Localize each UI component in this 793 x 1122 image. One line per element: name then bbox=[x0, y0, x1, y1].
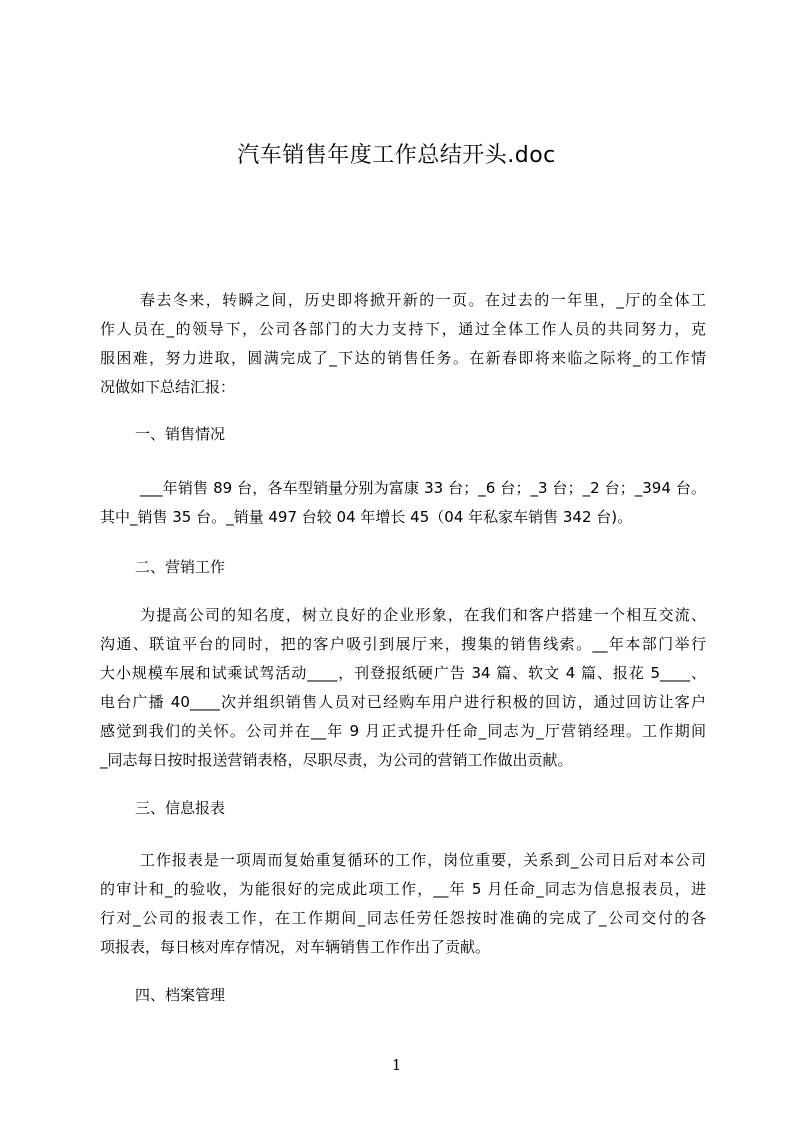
intro-line-1: 春去冬来，转瞬之间，历史即将掀开新的一页。在过去的一年里，_厅的全体工 bbox=[140, 291, 706, 309]
page-number: 1 bbox=[391, 1056, 402, 1074]
reports-line-4: 项报表，每日核对库存情况，对车辆销售工作作出了贡献。 bbox=[100, 938, 491, 956]
reports-paragraph bbox=[100, 846, 706, 962]
marketing-line-3: 大小规模车展和试乘试驾活动____，刊登报纸硬广告 34 篇、软文 4 篇、报花 5____、 bbox=[100, 664, 706, 682]
reports-line-2: 的审计和_的验收，为能很好的完成此项工作，__年 5 月任命_同志为信息报表员，进 bbox=[100, 880, 706, 898]
heading-archives: 四、档案管理 bbox=[135, 986, 226, 1004]
marketing-line-2: 沟通、联谊平台的同时，把的客户吸引到展厅来，搜集的销售线索。__年本部门举行 bbox=[100, 635, 706, 653]
marketing-line-6: _同志每日按时报送营销表格，尽职尽责，为公司的营销工作做出贡献。 bbox=[100, 751, 573, 769]
heading-marketing: 二、营销工作 bbox=[135, 558, 226, 576]
marketing-line-5: 感觉到我们的关怀。公司并在__年 9 月正式提升任命_同志为_厅营销经理。工作期间 bbox=[100, 722, 706, 740]
marketing-line-1: 为提高公司的知名度，树立良好的企业形象，在我们和客户搭建一个相互交流、 bbox=[140, 606, 706, 624]
reports-line-3: 行对_公司的报表工作，在工作期间_同志任劳任怨按时准确的完成了_公司交付的各 bbox=[100, 909, 706, 927]
heading-reports: 三、信息报表 bbox=[135, 799, 226, 817]
sales-line-2: 其中_销售 35 台。_销量 497 台较 04 年增长 45（04 年私家车销售 342 台)。 bbox=[100, 508, 633, 526]
intro-line-3: 服困难，努力进取，圆满完成了_下达的销售任务。在新春即将来临之际将_的工作情 bbox=[100, 349, 706, 367]
intro-line-4: 况做如下总结汇报： bbox=[100, 378, 236, 396]
intro-line-2: 作人员在_的领导下，公司各部门的大力支持下，通过全体工作人员的共同努力，克 bbox=[100, 320, 706, 338]
marketing-paragraph bbox=[100, 601, 706, 775]
sales-line-1: ___年销售 89 台，各车型销量分别为富康 33 台；_6 台；_3 台；_2 台；_394 台。 bbox=[140, 479, 706, 497]
sales-paragraph bbox=[100, 474, 706, 532]
marketing-line-4: 电台广播 40____次并组织销售人员对已经购车用户进行积极的回访，通过回访让客户 bbox=[100, 693, 706, 711]
document-title: 汽车销售年度工作总结开头.doc bbox=[237, 143, 556, 168]
reports-line-1: 工作报表是一项周而复始重复循环的工作，岗位重要，关系到_公司日后对本公司 bbox=[140, 851, 706, 869]
intro-paragraph bbox=[100, 286, 706, 402]
heading-sales: 一、销售情况 bbox=[135, 425, 226, 443]
